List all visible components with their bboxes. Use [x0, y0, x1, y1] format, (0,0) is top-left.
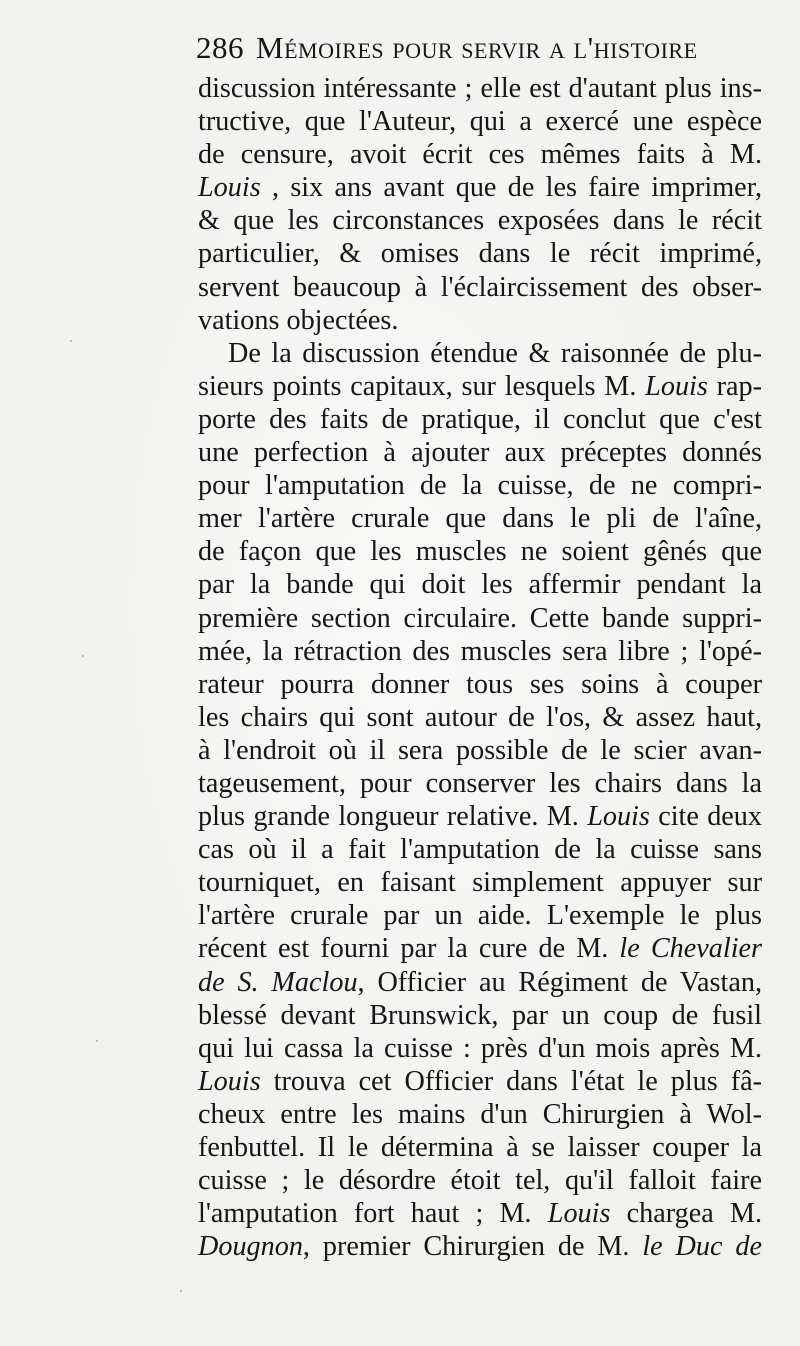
text-line: blessé devant Brunswick, par un coup de fusil — [198, 999, 762, 1031]
text-line: mer l'artère crurale que dans le pli de l'aîne, — [198, 503, 762, 535]
text-line: servent beaucoup à l'éclaircissement des obser- — [198, 271, 762, 303]
text-line: De la discussion étendue & raisonnée de plu- — [228, 337, 762, 369]
text-line: par la bande qui doit les affermir pendant la — [198, 569, 762, 601]
italic-text: de S. Maclou — [198, 966, 358, 998]
text-line: cuisse ; le désordre étoit tel, qu'il falloit faire — [198, 1165, 762, 1197]
paper-speck — [96, 1040, 98, 1042]
text-line: l'artère crurale par un aide. L'exemple le plus — [198, 900, 762, 932]
paper-speck — [82, 655, 84, 657]
text-line: à l'endroit où il sera possible de le scier avan- — [198, 734, 762, 766]
italic-text: Louis — [198, 1065, 261, 1097]
text-line: de façon que les muscles ne soient gênés que — [198, 536, 762, 568]
page-header — [196, 30, 756, 66]
text-segment: trouva cet Officier dans l'état le plus fâ- — [260, 1065, 762, 1097]
text-segment: récent est fourni par la cure de M. — [198, 933, 620, 965]
text-line: fenbuttel. Il le détermina à se laisser couper la — [198, 1132, 762, 1163]
italic-text: le Duc de — [642, 1231, 762, 1263]
italic-text: le Chevalier — [619, 933, 763, 965]
text-line: pour l'amputation de la cuisse, de ne compri- — [198, 470, 762, 502]
text-line: discussion intéressante ; elle est d'autant plus ins- — [198, 73, 762, 104]
text-line: de censure, avoit écrit ces mêmes faits à M. — [198, 139, 762, 171]
text-line: tructive, que l'Auteur, qui a exercé une espèce — [198, 106, 762, 138]
italic-text: Louis — [547, 1198, 611, 1230]
text-segment: plus grande longueur relative. M. — [198, 801, 588, 833]
text-line: particulier, & omises dans le récit imprimé, — [198, 238, 762, 270]
text-line — [198, 1065, 762, 1098]
text-segment: sieurs points capitaux, sur lesquels M. — [198, 370, 646, 402]
text-line: les chairs qui sont autour de l'os, & assez haut, — [198, 701, 762, 733]
paper-speck — [180, 1290, 182, 1292]
text-line: cas où il a fait l'amputation de la cuisse sans — [198, 834, 762, 866]
text-line: rateur pourra donner tous ses soins à couper — [198, 668, 762, 700]
text-line — [198, 171, 762, 204]
text-segment: , six ans avant que de les faire imprimer, — [260, 172, 762, 204]
text-line: mée, la rétraction des muscles sera libre ; l'opé- — [198, 635, 762, 667]
text-line — [198, 966, 762, 999]
text-line: & que les circonstances exposées dans le récit — [198, 205, 762, 237]
text-line: une perfection à ajouter aux préceptes donnés — [198, 437, 762, 469]
text-line — [198, 800, 762, 833]
running-title: Mémoires pour servir a l'histoire — [256, 30, 698, 65]
text-line: qui lui cassa la cuisse : près d'un mois après M. — [198, 1032, 762, 1064]
text-segment: cite deux — [649, 801, 762, 833]
text-line: tourniquet, en faisant simplement appuyer sur — [198, 867, 762, 899]
text-line: vations objectées. — [198, 304, 399, 336]
text-line: cheux entre les mains d'un Chirurgien à Wol- — [198, 1098, 762, 1130]
text-segment: l'amputation fort haut ; M. — [198, 1198, 548, 1230]
text-segment: , Officier au Régiment de Vastan, — [357, 966, 762, 998]
text-line — [198, 1230, 762, 1263]
italic-text: Louis — [645, 370, 708, 402]
text-line: porte des faits de pratique, il conclut que c'est — [198, 403, 762, 435]
text-line — [198, 370, 762, 403]
text-line — [198, 932, 762, 965]
body-text — [198, 72, 762, 1263]
text-line: première section circulaire. Cette bande suppri- — [198, 602, 762, 634]
text-segment: chargea M. — [610, 1198, 762, 1230]
text-line: tageusement, pour conserver les chairs dans la — [198, 767, 762, 799]
italic-text: Louis — [198, 172, 261, 204]
page-number: 286 — [196, 30, 244, 65]
text-line — [198, 1197, 762, 1230]
text-segment: , premier Chirurgien de M. — [302, 1231, 643, 1263]
paper-speck — [70, 340, 72, 342]
italic-text: Dougnon — [198, 1231, 303, 1263]
text-segment: rap- — [707, 370, 762, 402]
italic-text: Louis — [587, 801, 650, 833]
